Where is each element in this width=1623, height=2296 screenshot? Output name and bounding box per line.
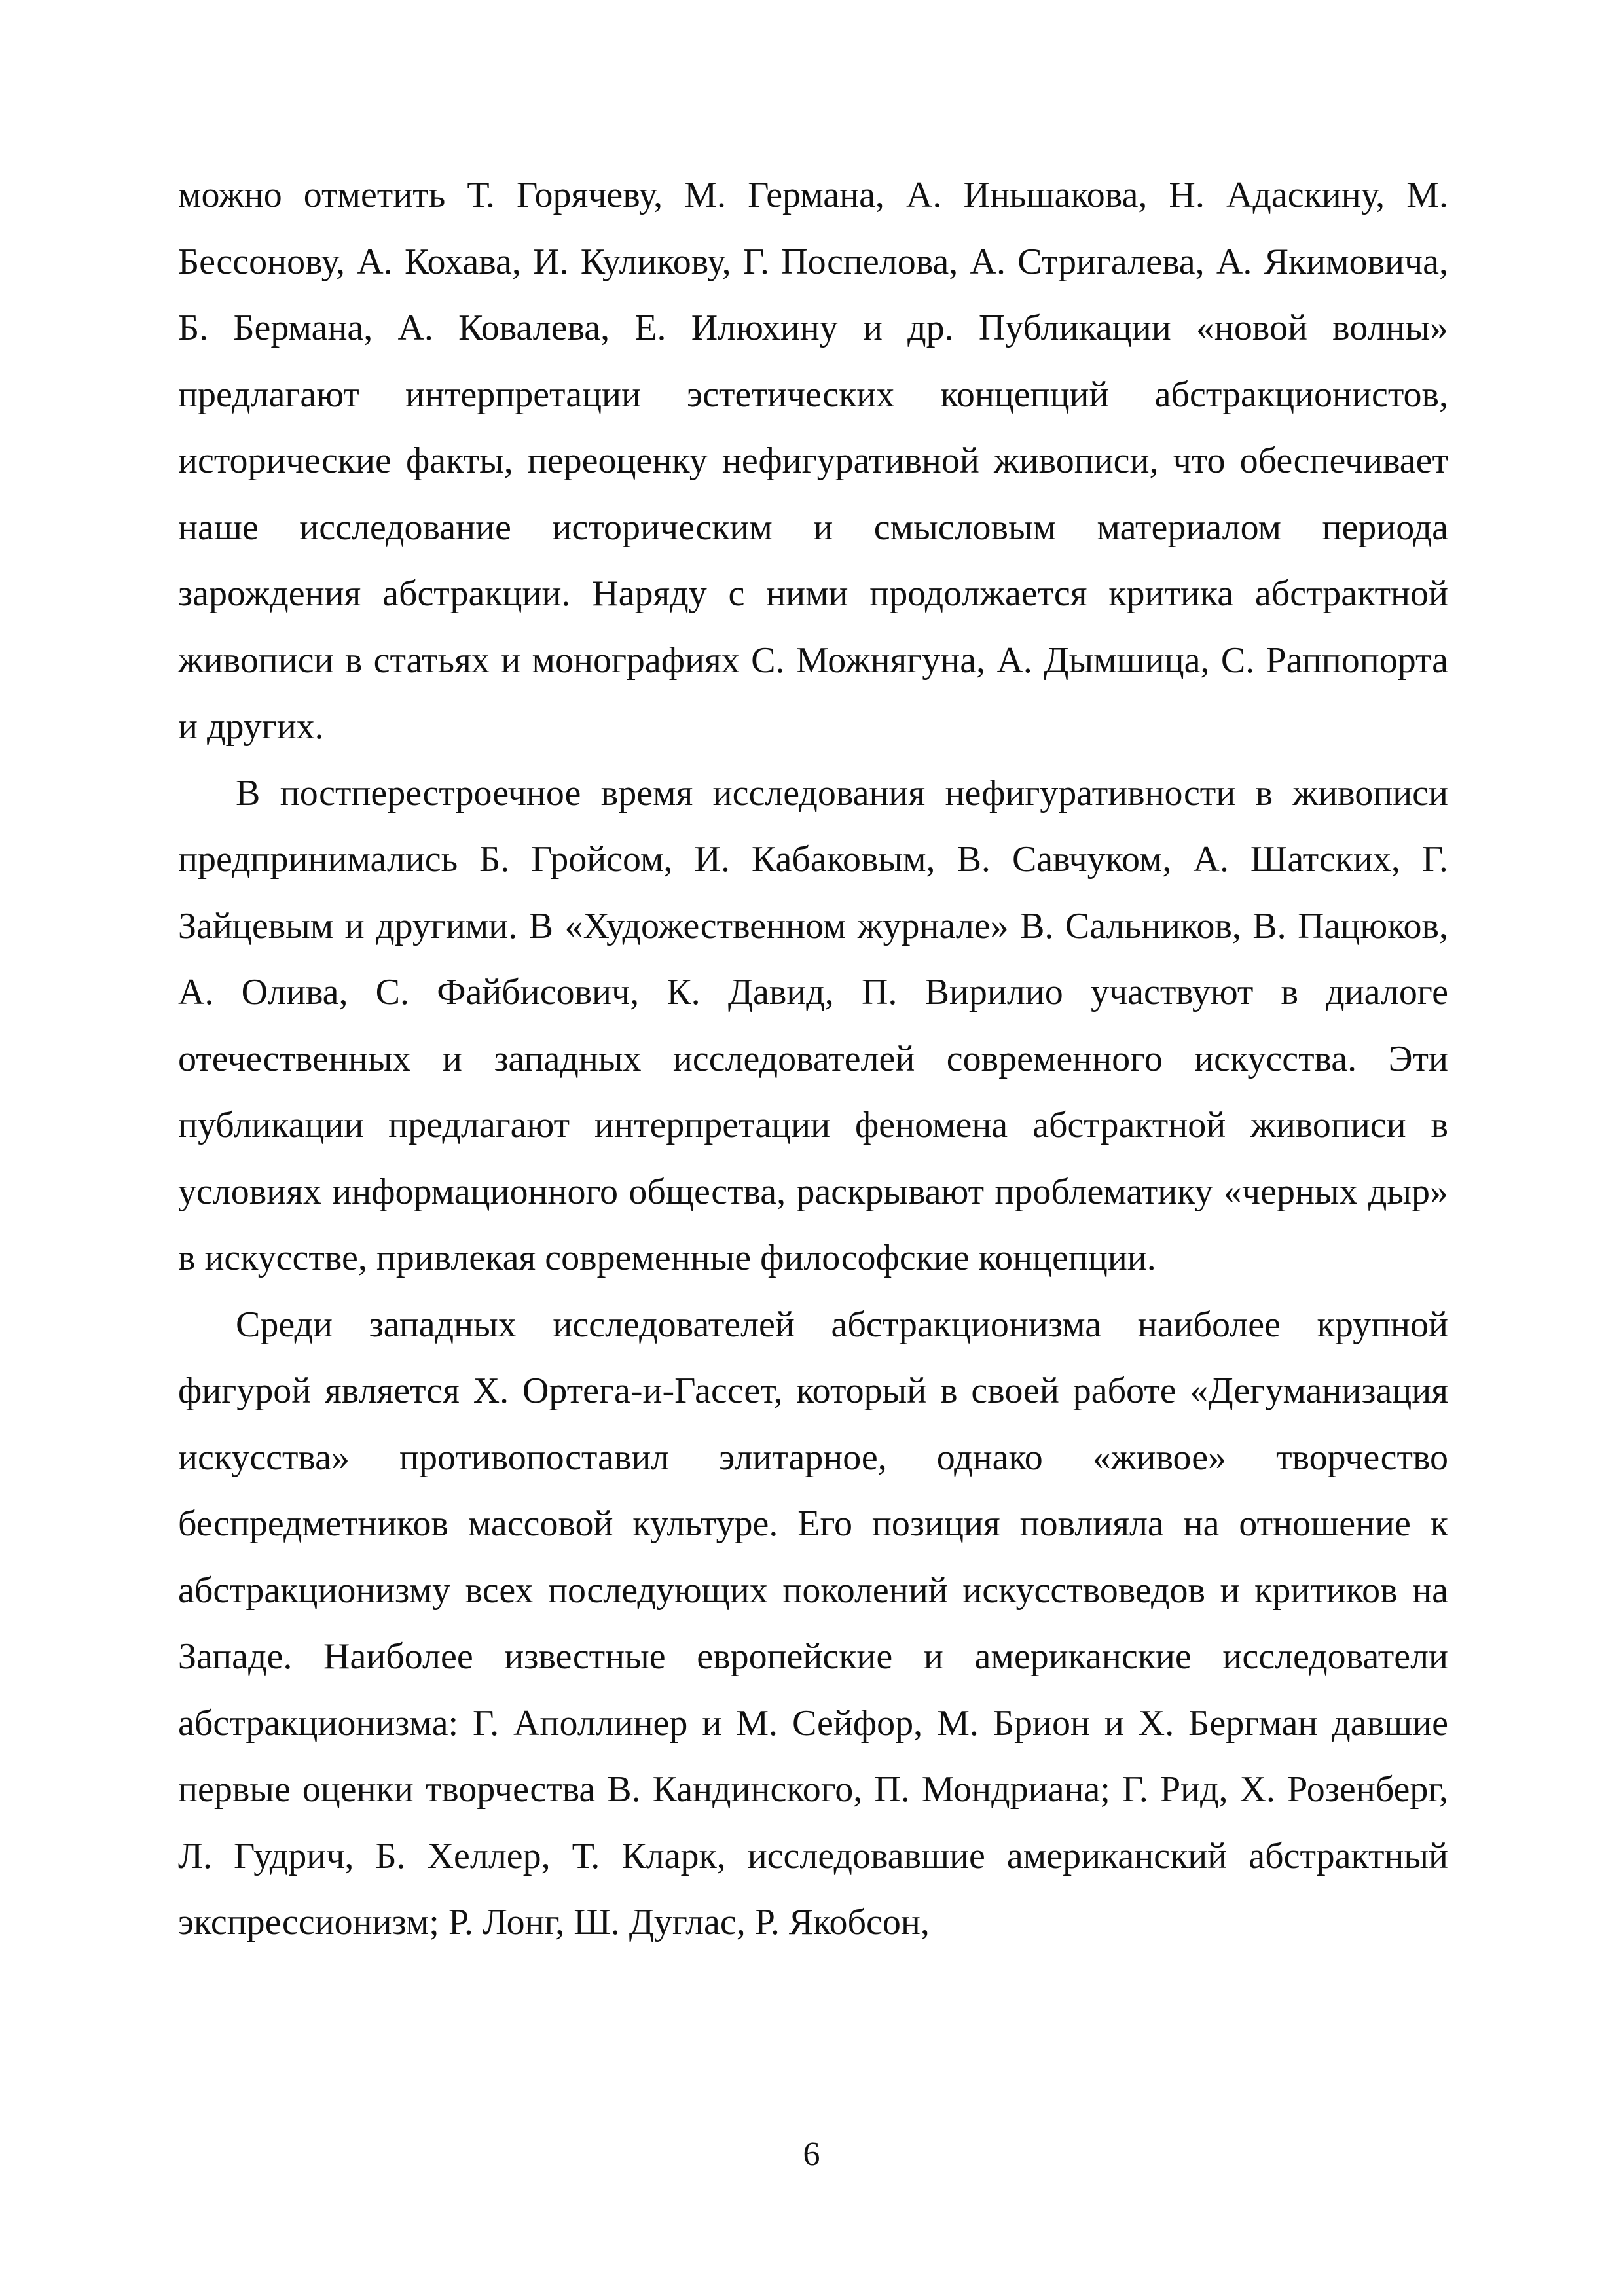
body-text [178,162,1448,1956]
paragraph-western-researchers: Среди западных исследователей абстракционизма наиболее крупной фигурой является Х. Ортега-и-Гассет, который в своей работе «Дегуманизация искусства» противопоставил элитарное, однако «живое» творчество беспредметников массовой культуре. Его позиция повлияла на отношение к абстракционизму всех последующих поколений искусствоведов и критиков на Западе. Наиболее известные европейские и американские исследователи абстракционизма: Г. Аполлинер и М. Сейфор, М. Брион и Х. Бергман давшие первые оценки творчества В. Кандинского, П. Мондриана; Г. Рид, Х. Розенберг, Л. Гудрич, Б. Хеллер, Т. Кларк, исследовавшие американский абстрактный экспрессионизм; Р. Лонг, Ш. Дуглас, Р. Якобсон, [178,1304,1448,1943]
paragraph-continuation: можно отметить Т. Горячеву, М. Германа, А. Иньшакова, Н. Адаскину, М. Бессонову, А. Кохава, И. Куликову, Г. Поспелова, А. Стригалева, А. Якимовича, Б. Бермана, А. Ковалева, Е. Илюхину и др. Публикации «новой волны» предлагают интерпретации эстетических концепций абстракционистов, исторические факты, переоценку нефигуративной живописи, что обеспечивает наше исследование историческим и смысловым материалом периода зарождения абстракции. Наряду с ними продолжается критика абстрактной живописи в статьях и монографиях С. Можнягуна, А. Дымшица, С. Раппопорта и других. [178,175,1448,747]
page-number: 6 [803,2136,820,2173]
paragraph-post-perestroika: В постперестроечное время исследования нефигуративности в живописи предпринимались Б. Гройсом, И. Кабаковым, В. Савчуком, А. Шатских, Г. Зайцевым и другими. В «Художественном журнале» В. Сальников, В. Пацюков, А. Олива, С. Файбисович, К. Давид, П. Вирилио участвуют в диалоге отечественных и западных исследователей современного искусства. Эти публикации предлагают интерпретации феномена абстрактной живописи в условиях информационного общества, раскрывают проблематику «черных дыр» в искусстве, привлекая современные философские концепции. [178,772,1448,1278]
